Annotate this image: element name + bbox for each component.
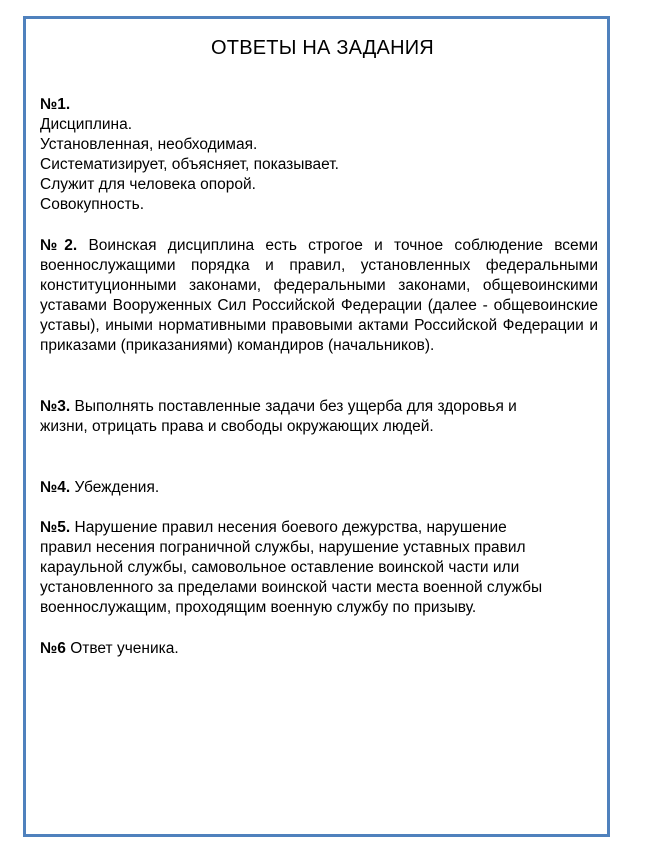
answer-text: Убеждения.: [74, 479, 160, 496]
answer-number: №3.: [40, 398, 71, 415]
answer-number: №6: [40, 640, 66, 657]
answer-line: установленного за пределами воинской части места военной службы: [40, 579, 543, 596]
answer-line: жизни, отрицать права и свободы окружающих людей.: [40, 418, 434, 435]
answer-line: Служит для человека опорой.: [40, 176, 256, 193]
answer-number: №4.: [40, 479, 71, 496]
page-title: ОТВЕТЫ НА ЗАДАНИЯ: [211, 37, 434, 59]
answer-number: №1.: [40, 96, 71, 113]
answer-line: Выполнять поставленные задачи без ущерба для здоровья и: [74, 398, 517, 415]
answer-5: [40, 518, 598, 618]
answer-line: Нарушение правил несения боевого дежурства, нарушение: [74, 519, 507, 536]
answer-line: Совокупность.: [40, 196, 145, 213]
answer-4: [40, 478, 598, 498]
answer-line: Дисциплина.: [40, 116, 133, 133]
answer-2: [40, 236, 598, 356]
answer-line: караульной службы, самовольное оставление воинской части или: [40, 559, 520, 576]
answer-1: [40, 95, 598, 215]
answer-number: №5.: [40, 519, 71, 536]
answer-6: [40, 639, 598, 659]
answer-line: правил несения пограничной службы, нарушение уставных правил: [40, 539, 526, 556]
answer-line: военнослужащим, проходящим военную службу по призыву.: [40, 599, 477, 616]
answer-3: [40, 397, 598, 437]
answer-number: №2.: [40, 237, 78, 254]
answer-line: Установленная, необходимая.: [40, 136, 258, 153]
answer-text: Ответ ученика.: [70, 640, 179, 657]
answer-line: Систематизирует, объясняет, показывает.: [40, 156, 339, 173]
answer-text: Воинская дисциплина есть строгое и точное соблюдение всеми военнослужащими порядка и правил, установленных федеральными конституционными законами, федеральными законами, общевоинскими уставами Вооруженных Сил Российской Федерации (далее - общевоинские уставы), иными нормативными правовыми актами Российской Федерации и приказами (приказаниями) командиров (начальников).: [40, 237, 598, 354]
